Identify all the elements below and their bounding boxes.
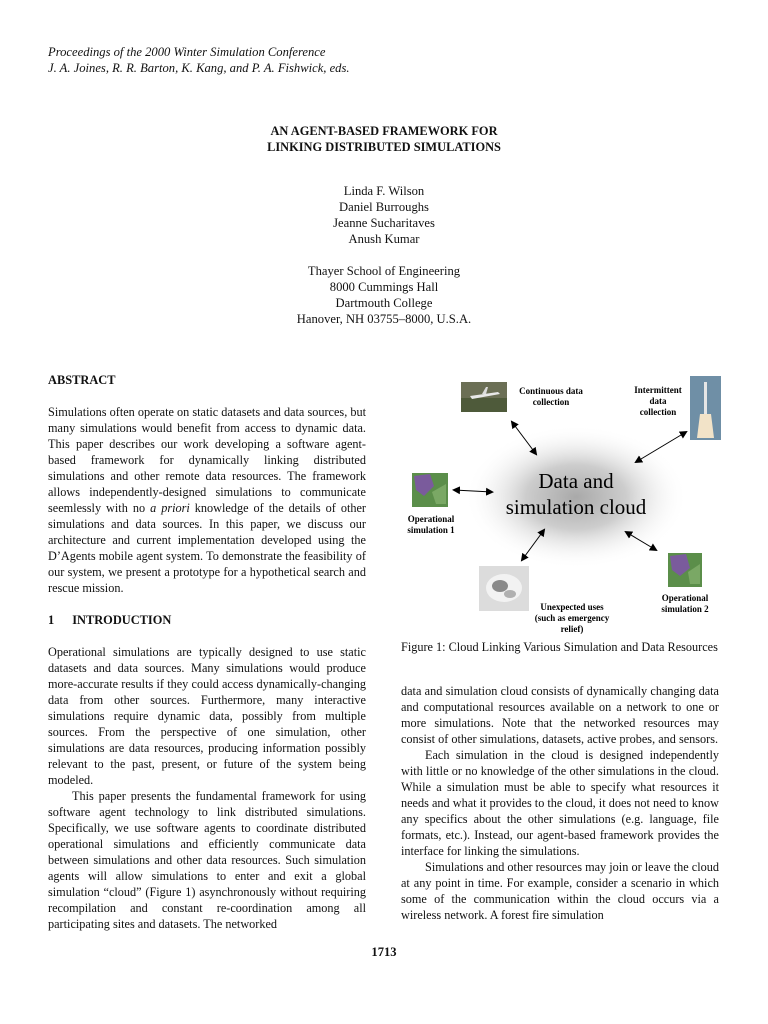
rocket-photo	[690, 376, 721, 440]
paper-title	[0, 123, 768, 155]
unexpected-label-line-1: Unexpected uses	[540, 602, 604, 612]
cloud-label-line-1: Data and	[538, 469, 614, 493]
author: Anush Kumar	[348, 232, 420, 246]
op-sim-1-label-line-2: simulation 1	[407, 525, 455, 535]
airplane-photo	[461, 382, 507, 412]
right-column	[401, 683, 719, 923]
proceedings-line: Proceedings of the 2000 Winter Simulation Conference	[48, 45, 326, 59]
author: Daniel Burroughs	[339, 200, 429, 214]
intro-paragraph-1: Operational simulations are typically designed to use static datasets and data sources. Many simulations would produce more-accurate results if they could access dynamically-changing data from other sources. Furthermore, many interactive simulations require dynamic data, possibly from multiple sources. From the perspective of one simulation, other simulations are data resources, producing information possibly relevant to the past, present, or future of the system being modeled.	[48, 645, 366, 787]
title-line-1: AN AGENT-BASED FRAMEWORK FOR	[270, 124, 498, 138]
map-thumbnail-2	[668, 553, 702, 587]
introduction-heading	[48, 612, 366, 628]
affiliation-line: Dartmouth College	[335, 296, 433, 310]
abstract-heading: ABSTRACT	[48, 373, 116, 387]
left-column	[48, 372, 366, 932]
op-sim-1-label-line-1: Operational	[407, 514, 455, 524]
map-thumbnail-1	[412, 473, 448, 507]
abstract-text-part: knowledge of the details of other simulations and data sources. In this paper, we discuss our architecture and current implementation developed using the D’Agents mobile agent system. To demonstrate the feasibility of our system, we present a prototype for a hypothetical search and rescue mission.	[48, 501, 367, 595]
page-number: 1713	[371, 945, 397, 959]
figure-1	[400, 372, 722, 637]
section-number: 1	[48, 613, 55, 627]
right-paragraph-2: Each simulation in the cloud is designed independently with little or no knowledge of the other simulations in the cloud. While a simulation must be able to specify what resources it needs and what it provides to the cloud, it does not need to know any specifics about the other simulations (e.g. language, file formats, etc.). Instead, our agent-based framework provides the interface for linking the simulations.	[401, 748, 719, 858]
affiliation-line: 8000 Cummings Hall	[329, 280, 439, 294]
affiliation-line: Thayer School of Engineering	[307, 264, 461, 278]
right-paragraph-3: Simulations and other resources may join or leave the cloud at any point in time. For example, consider a scenario in which some of the communication within the cloud occurs via a wireless network. A forest fire simulation	[401, 860, 719, 922]
affiliation	[0, 263, 768, 327]
satellite-photo	[479, 566, 529, 611]
op-sim-2-label-line-1: Operational	[661, 593, 709, 603]
proceedings-header	[48, 44, 350, 76]
cloud-label-line-2: simulation cloud	[505, 495, 647, 519]
editors-line: J. A. Joines, R. R. Barton, K. Kang, and P. A. Fishwick, eds.	[48, 61, 350, 75]
abstract-italic-phrase: a priori	[150, 501, 190, 515]
unexpected-label-line-2: (such as emergency	[534, 613, 610, 623]
author: Linda F. Wilson	[343, 184, 425, 198]
author-list	[0, 183, 768, 247]
continuous-label-line-2: collection	[532, 397, 570, 407]
author: Jeanne Sucharitaves	[333, 216, 435, 230]
section-title: INTRODUCTION	[72, 613, 172, 627]
intermittent-label-line-2: data	[649, 396, 667, 406]
affiliation-line: Hanover, NH 03755–8000, U.S.A.	[296, 312, 472, 326]
continuous-label-line-1: Continuous data	[519, 386, 583, 396]
intermittent-label-line-3: collection	[639, 407, 677, 417]
op-sim-2-label-line-2: simulation 2	[661, 604, 709, 614]
title-line-2: LINKING DISTRIBUTED SIMULATIONS	[267, 140, 501, 154]
abstract-text-part: Simulations often operate on static datasets and data sources, but many simulations would benefit from access to dynamic data. This paper describes our work developing a software agent-based framework for dynamically linking distributed simulations and other remote data resources. The framework allows independently-designed simulations to communicate seemlessly with no	[48, 405, 366, 515]
figure-caption: Figure 1: Cloud Linking Various Simulation and Data Resources	[401, 640, 718, 654]
abstract-text	[48, 404, 366, 596]
intro-paragraph-2: This paper presents the fundamental framework for using software agent technology to link distributed simulations. Specifically, we use software agents to coordinate distributed operational simulations and efficiently communicate data between simulations and other data resources. Such simulation agents will allow simulations to enter and exit a global simulation “cloud” (Figure 1) asynchronously without requiring recompilation and constant re-coordination among all participating sites and datasets. The networked	[48, 789, 366, 931]
unexpected-label-line-3: relief)	[560, 624, 584, 634]
right-paragraph-1: data and simulation cloud consists of dynamically changing data and computational resources available on a network to one or more simulations. Note that the networked resources may consist of other simulations, datasets, active probes, and sensors.	[401, 684, 719, 746]
intermittent-label-line-1: Intermittent	[634, 385, 682, 395]
